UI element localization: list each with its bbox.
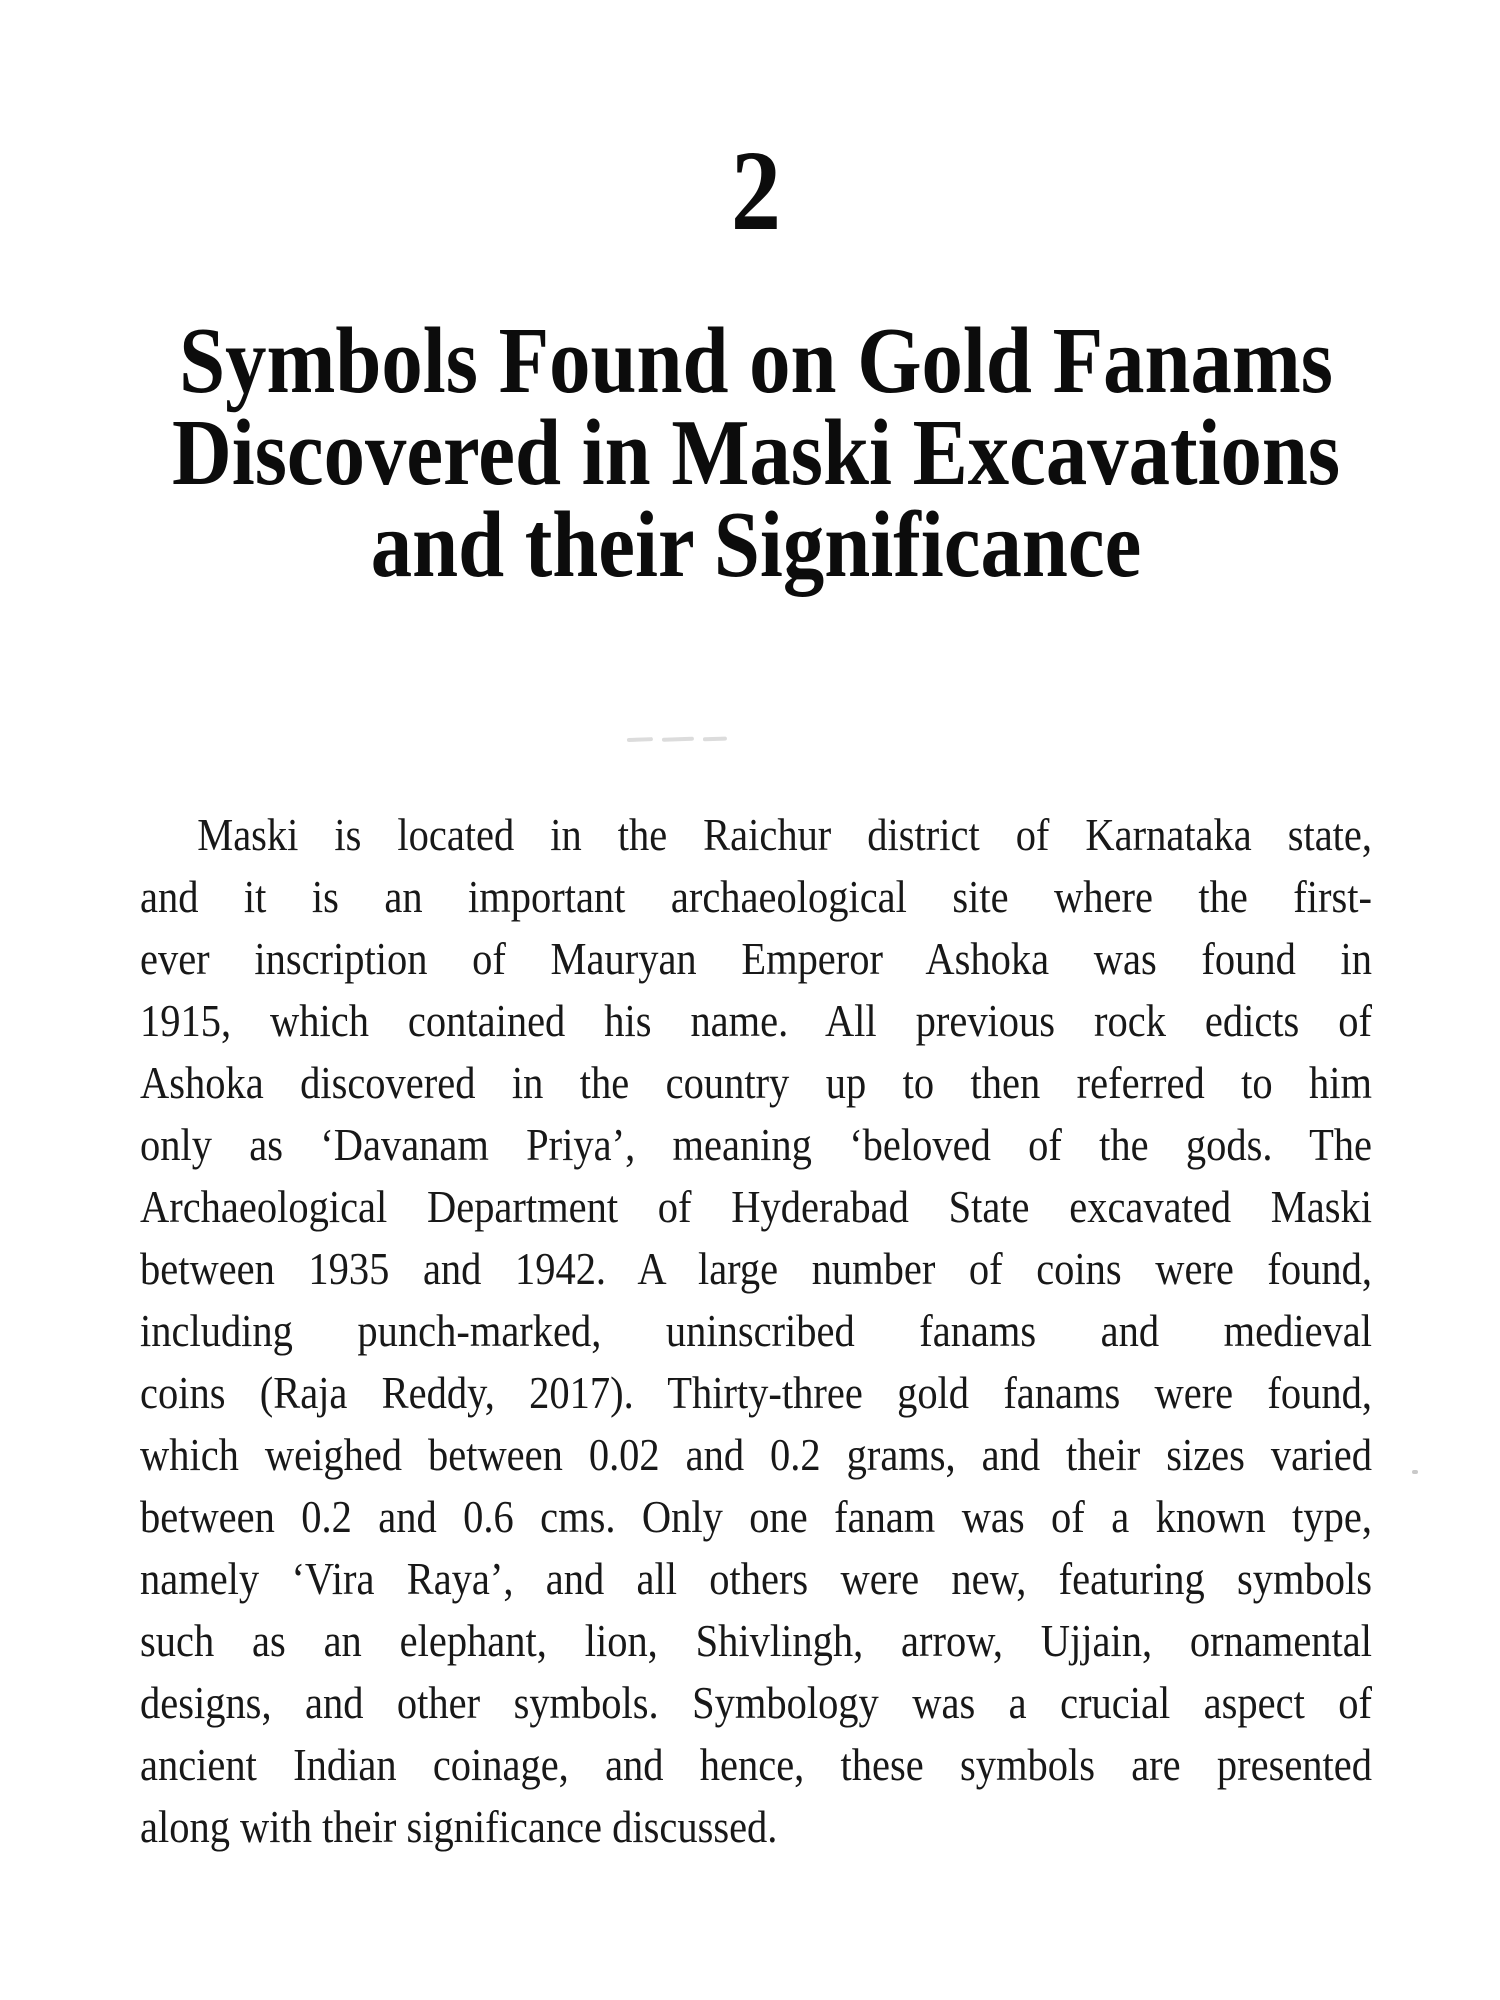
paragraph-line: which weighed between 0.02 and 0.2 grams, and their sizes varied bbox=[140, 1429, 1372, 1480]
paragraph-line: Maski is located in the Raichur district of Karnataka state, bbox=[197, 809, 1373, 860]
paragraph-line: 1915, which contained his name. All previous rock edicts of bbox=[140, 995, 1372, 1046]
paragraph-line: such as an elephant, lion, Shivlingh, arrow, Ujjain, ornamental bbox=[140, 1615, 1372, 1666]
paragraph-line: Archaeological Department of Hyderabad State excavated Maski bbox=[140, 1181, 1372, 1232]
paragraph-line: including punch-marked, uninscribed fanams and medieval bbox=[140, 1305, 1372, 1356]
chapter-title-line: Symbols Found on Gold Fanams bbox=[179, 309, 1333, 413]
body-paragraph bbox=[140, 804, 1372, 1858]
paragraph-line: coins (Raja Reddy, 2017). Thirty-three gold fanams were found, bbox=[140, 1367, 1372, 1418]
paragraph-line: Ashoka discovered in the country up to then referred to him bbox=[140, 1057, 1372, 1108]
paragraph-line: along with their significance discussed. bbox=[140, 1801, 778, 1852]
chapter-title-line: and their Significance bbox=[370, 493, 1142, 597]
paragraph-line: ancient Indian coinage, and hence, these symbols are presented bbox=[140, 1739, 1372, 1790]
paragraph-line: between 0.2 and 0.6 cms. Only one fanam was of a known type, bbox=[140, 1491, 1372, 1542]
paragraph-line: only as ‘Davanam Priya’, meaning ‘beloved of the gods. The bbox=[140, 1119, 1372, 1170]
chapter-title bbox=[140, 309, 1372, 597]
paragraph-line: between 1935 and 1942. A large number of coins were found, bbox=[140, 1243, 1372, 1294]
paragraph-line: designs, and other symbols. Symbology was a crucial aspect of bbox=[140, 1677, 1372, 1728]
chapter-number: 2 bbox=[730, 127, 782, 254]
paragraph-line: namely ‘Vira Raya’, and all others were new, featuring symbols bbox=[140, 1553, 1372, 1604]
paragraph-line: ever inscription of Mauryan Emperor Ashoka was found in bbox=[140, 933, 1372, 984]
page-content-column bbox=[140, 0, 1372, 2000]
scan-artifact-dot bbox=[1412, 1470, 1418, 1474]
paragraph-line: and it is an important archaeological site where the first- bbox=[140, 871, 1372, 922]
chapter-title-line: Discovered in Maski Excavations bbox=[171, 401, 1341, 505]
